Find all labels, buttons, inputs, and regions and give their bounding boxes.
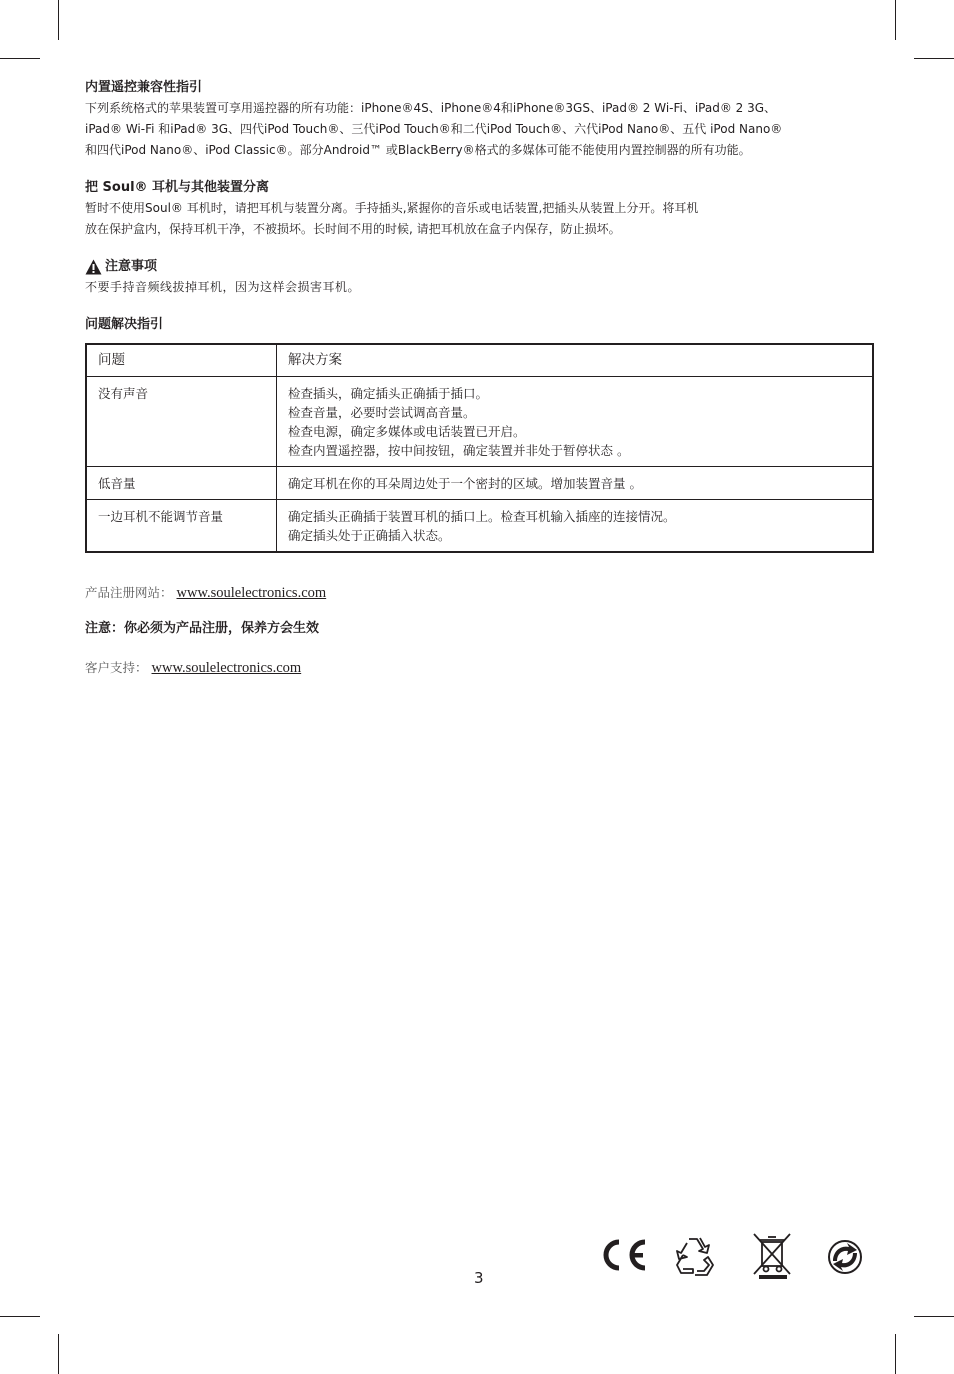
recycle-icon — [673, 1235, 719, 1277]
troubleshoot-table — [85, 343, 874, 553]
separate-title: 把 Soul® 耳机与其他装置分离 — [85, 180, 270, 195]
table-row — [86, 467, 873, 500]
certification-logos — [597, 1232, 867, 1280]
support-link[interactable]: www.soulelectronics.com — [151, 660, 302, 676]
solution-cell — [277, 377, 874, 467]
separate-line: 暂时不使用Soul® 耳机时，请把耳机与装置分离。手持插头,紧握你的音乐或电话装置,把插头从装置上分开。将耳机 — [85, 201, 699, 215]
page-number: 3 — [474, 1269, 484, 1287]
solution-line: 确定插头正确插于装置耳机的插口上。检查耳机输入插座的连接情况。 — [288, 509, 676, 524]
crop-mark — [58, 1334, 59, 1374]
header-problem: 问题 — [86, 344, 277, 377]
warning-section — [85, 257, 874, 298]
solution-line: 确定耳机在你的耳朵周边处于一个密封的区域。增加装置音量 。 — [288, 476, 642, 491]
registration-notice: 注意：你必须为产品注册，保养方会生效 — [85, 621, 320, 636]
weee-bin-icon — [750, 1232, 796, 1280]
compat-line: 和四代iPod Nano®、iPod Classic®。部分Android™ 或BlackBerry®格式的多媒体可能不能使用内置控制器的所有功能。 — [85, 143, 751, 157]
compat-line: iPad® Wi-Fi 和iPad® 3G、四代iPod Touch®、三代iPod Touch®和二代iPod Touch®、六代iPod Nano®、五代 iPod Nano® — [85, 122, 783, 136]
warning-triangle-icon — [85, 259, 102, 275]
solution-cell — [277, 467, 874, 500]
solution-line: 检查内置遥控器，按中间按钮，确定装置并非处于暂停状态 。 — [288, 443, 630, 458]
table-header-row — [86, 344, 873, 377]
ce-mark-icon — [597, 1238, 649, 1272]
separate-text — [85, 198, 874, 240]
troubleshoot-title: 问题解决指引 — [85, 317, 164, 332]
solution-line: 检查音量，必要时尝试调高音量。 — [288, 405, 476, 420]
problem-cell: 没有声音 — [86, 377, 277, 467]
compat-text — [85, 98, 874, 161]
support-label: 客户支持： — [85, 660, 148, 675]
crop-mark — [58, 0, 59, 40]
crop-mark — [895, 0, 896, 40]
separate-section — [85, 178, 874, 240]
warning-heading — [85, 257, 874, 277]
compat-line: 下列系统格式的苹果装置可享用遥控器的所有功能：iPhone®4S、iPhone®4和iPhone®3GS、iPad® 2 Wi-Fi、iPad® 2 3G、 — [85, 101, 777, 115]
crop-mark — [914, 58, 954, 59]
table-row — [86, 377, 873, 467]
crop-mark — [895, 1334, 896, 1374]
register-row — [85, 583, 874, 603]
solution-cell — [277, 500, 874, 553]
page-content — [85, 78, 874, 678]
crop-mark — [0, 58, 40, 59]
solution-line: 检查插头，确定插头正确插于插口。 — [288, 386, 489, 401]
green-dot-icon — [827, 1239, 863, 1275]
header-solution: 解决方案 — [277, 344, 874, 377]
separate-line: 放在保护盒内，保持耳机干净，不被损坏。长时间不用的时候, 请把耳机放在盒子内保存，防止损坏。 — [85, 222, 621, 236]
crop-mark — [0, 1316, 40, 1317]
register-link[interactable]: www.soulelectronics.com — [176, 585, 327, 601]
support-row — [85, 658, 874, 678]
compat-section — [85, 78, 874, 161]
warning-text: 不要手持音频线拔掉耳机，因为这样会损害耳机。 — [85, 280, 361, 294]
table-row — [86, 500, 873, 553]
troubleshoot-section — [85, 315, 874, 553]
register-label: 产品注册网站： — [85, 585, 173, 600]
warning-title: 注意事项 — [105, 259, 158, 274]
problem-cell: 一边耳机不能调节音量 — [86, 500, 277, 553]
problem-cell: 低音量 — [86, 467, 277, 500]
solution-line: 确定插头处于正确插入状态。 — [288, 528, 451, 543]
solution-line: 检查电源，确定多媒体或电话装置已开启。 — [288, 424, 526, 439]
crop-mark — [914, 1316, 954, 1317]
compat-title: 内置遥控兼容性指引 — [85, 80, 203, 95]
